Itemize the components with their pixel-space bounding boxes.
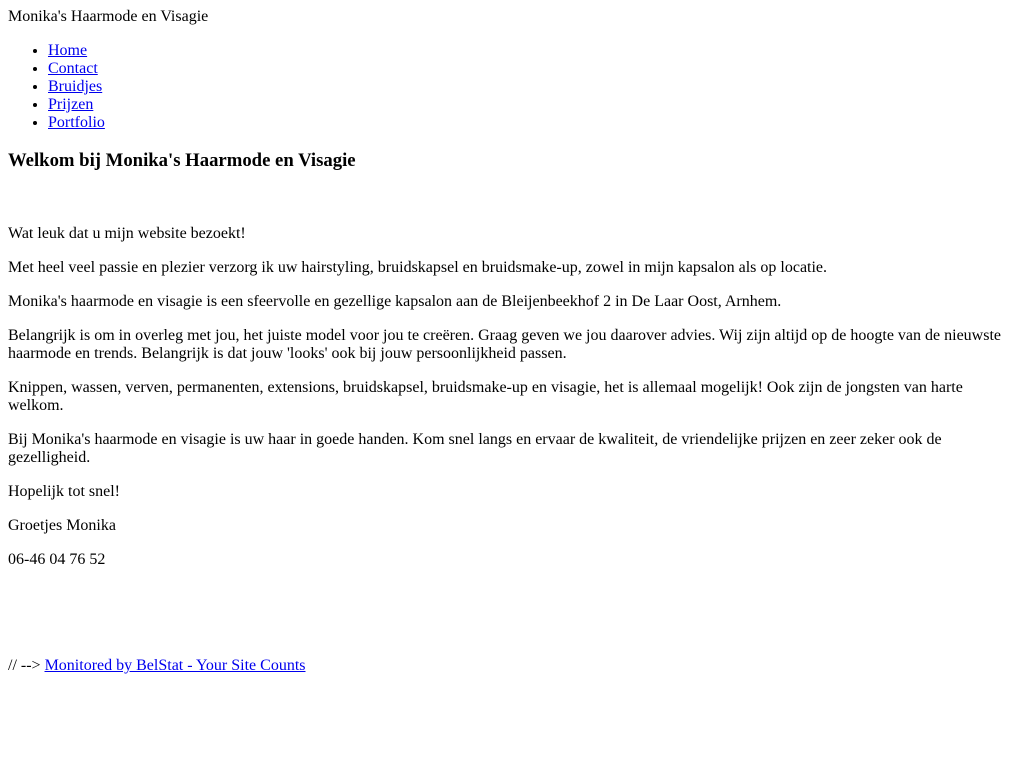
nav-item-home: [48, 42, 1016, 60]
nav-item-portfolio: [48, 114, 1016, 132]
nav-link-portfolio[interactable]: Portfolio: [48, 114, 105, 131]
nav-link-home[interactable]: Home: [48, 42, 88, 59]
quality-paragraph: Bij Monika's haarmode en visagie is uw haar in goede handen. Kom snel langs en ervaar de kwaliteit, de vriendelijke prijzen en zeer zeker ook de gezelligheid.: [8, 430, 942, 466]
nav-link-bruidjes[interactable]: Bruidjes: [48, 78, 103, 95]
signature-paragraph: Groetjes Monika: [8, 516, 116, 534]
main-nav: [8, 42, 1016, 132]
closing-paragraph: Hopelijk tot snel!: [8, 482, 120, 500]
nav-item-contact: [48, 60, 1016, 78]
phone-number: 06-46 04 76 52: [8, 550, 106, 568]
site-title: Monika's Haarmode en Visagie: [8, 8, 209, 25]
advice-paragraph: Belangrijk is om in overleg met jou, het juiste model voor jou te creëren. Graag geven we jou daarover advies. Wij zijn altijd op de hoogte van de nieuwste haarmode en trends. Belangrijk is dat jouw 'looks' ook bij jouw persoonlijkheid passen.: [8, 326, 1001, 362]
page-heading: Welkom bij Monika's Haarmode en Visagie: [8, 150, 356, 171]
belstat-counter-link[interactable]: [45, 657, 306, 674]
treatments-paragraph: Knippen, wassen, verven, permanenten, extensions, bruidskapsel, bruidsmake-up en visagie, het is allemaal mogelijk! Ook zijn de jongsten van harte welkom.: [8, 378, 963, 414]
spacer: [8, 569, 1016, 641]
nav-link-prijzen[interactable]: Prijzen: [48, 96, 94, 113]
belstat-image-alt: Monitored by BelStat - Your Site Counts: [44, 656, 306, 674]
nav-link-contact[interactable]: Contact: [48, 60, 98, 77]
blank-line: [8, 191, 1016, 209]
nav-item-prijzen: [48, 96, 1016, 114]
location-paragraph: Monika's haarmode en visagie is een sfeervolle en gezellige kapsalon aan de Bleijenbeekhof 2 in De Laar Oost, Arnhem.: [8, 292, 782, 310]
intro-paragraph: Wat leuk dat u mijn website bezoekt!: [8, 224, 246, 242]
nav-item-bruidjes: [48, 78, 1016, 96]
script-comment-text: // -->: [8, 656, 41, 674]
footer: [8, 657, 1016, 675]
services-paragraph: Met heel veel passie en plezier verzorg ik uw hairstyling, bruidskapsel en bruidsmake-up, zowel in mijn kapsalon als op locatie.: [8, 258, 828, 276]
